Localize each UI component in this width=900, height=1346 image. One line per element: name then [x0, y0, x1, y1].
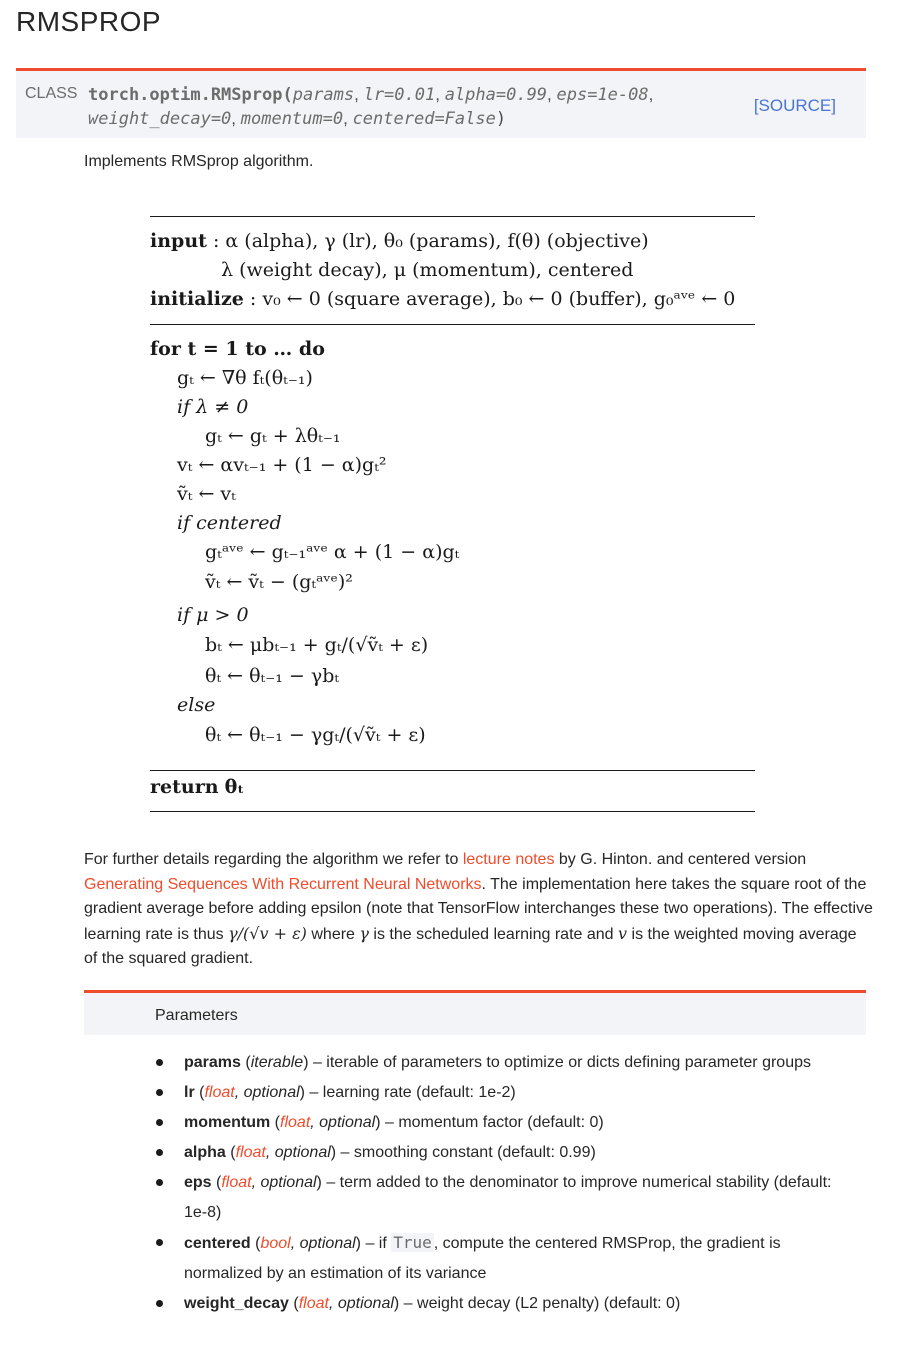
bullet-icon — [156, 1239, 163, 1246]
algo-step: ṽₜ ← ṽₜ − (gₜᵃᵛᵉ)² — [205, 571, 353, 593]
arg-params: params — [292, 85, 355, 105]
parameter-item: weight_decay (float, optional) – weight decay (L2 penalty) (default: 0) — [150, 1289, 850, 1319]
class-signature — [16, 68, 866, 138]
rule-mid — [150, 324, 755, 325]
param-type-link[interactable]: float — [235, 1144, 266, 1161]
bullet-icon — [156, 1119, 163, 1126]
arg-weight-decay: weight_decay=0 — [88, 109, 232, 129]
param-type-link[interactable]: float — [280, 1114, 311, 1131]
bullet-icon — [156, 1179, 163, 1186]
algo-step: if centered — [177, 512, 282, 534]
algo-initialize: initialize : v₀ ← 0 (square average), b₀ ← 0 (buffer), g₀ᵃᵛᵉ ← 0 — [150, 288, 736, 310]
param-type-link[interactable]: float — [204, 1084, 235, 1101]
param-type-link[interactable]: bool — [260, 1235, 291, 1252]
rule-bottom — [150, 811, 755, 812]
class-label: CLASS — [25, 85, 78, 102]
details-paragraph: For further details regarding the algorithm we refer to lecture notes by G. Hinton. and centered version Generating Sequences With Recurrent Neural Networks. The implementation here takes the square root of the gradient average before adding epsilon (note that TensorFlow interchanges these two operations). The effective learning rate is thus γ/(√v + ε) where γ is the scheduled learning rate and v is the weighted moving average of the squared gradient. — [84, 851, 873, 967]
algo-step: ṽₜ ← vₜ — [177, 483, 236, 505]
algo-step: gₜ ← gₜ + λθₜ₋₁ — [205, 425, 341, 447]
bullet-icon — [156, 1089, 163, 1096]
effective-lr-formula: γ/(√v + ε) — [228, 923, 307, 943]
algo-step: gₜ ← ∇θ fₜ(θₜ₋₁) — [177, 367, 313, 389]
source-link[interactable]: [SOURCE] — [753, 96, 836, 115]
rule-return-top — [150, 770, 755, 771]
algo-step: if μ > 0 — [177, 604, 249, 626]
algo-step: else — [177, 694, 216, 716]
algo-input-2: λ (weight decay), μ (momentum), centered — [221, 259, 634, 281]
parameter-item: lr (float, optional) – learning rate (default: 1e-2) — [150, 1078, 850, 1108]
lecture-notes-link[interactable]: lecture notes — [462, 851, 555, 868]
description: Implements RMSprop algorithm. — [84, 153, 314, 170]
class-name: torch.optim.RMSprop( — [88, 85, 293, 105]
algo-step: bₜ ← μbₜ₋₁ + gₜ/(√ṽₜ + ε) — [205, 634, 429, 656]
algo-step: θₜ ← θₜ₋₁ − γbₜ — [205, 665, 340, 687]
arg-eps: eps=1e-08 — [556, 85, 649, 105]
param-type-link[interactable]: float — [298, 1295, 329, 1312]
bullet-icon — [156, 1059, 163, 1066]
bullet-icon — [156, 1149, 163, 1156]
parameters-header — [84, 990, 866, 1035]
parameter-item: momentum (float, optional) – momentum factor (default: 0) — [150, 1108, 850, 1138]
parameter-item: params (iterable) – iterable of parameters to optimize or dicts defining parameter groups — [150, 1048, 850, 1078]
page-title: RMSPROP — [16, 6, 162, 37]
algo-input: input : α (alpha), γ (lr), θ₀ (params), f(θ) (objective) — [150, 230, 649, 252]
parameter-item: centered (bool, optional) – if True , compute the centered RMSProp, the gradient is normalized by an estimation of its variance — [150, 1228, 850, 1289]
signature-code: torch.optim.RMSprop(params, lr=0.01, alpha=0.99, eps=1e-08, weight_decay=0, momentum=0, centered=False) — [88, 85, 654, 129]
algo-step: θₜ ← θₜ₋₁ − γgₜ/(√ṽₜ + ε) — [205, 724, 426, 746]
arg-alpha: alpha=0.99 — [444, 85, 548, 105]
algo-step: if λ ≠ 0 — [177, 396, 249, 418]
algo-step: vₜ ← αvₜ₋₁ + (1 − α)gₜ² — [177, 454, 387, 476]
parameter-item: alpha (float, optional) – smoothing constant (default: 0.99) — [150, 1138, 850, 1168]
generating-sequences-link[interactable]: Generating Sequences With Recurrent Neural Networks — [84, 875, 482, 893]
arg-lr: lr=0.01 — [363, 85, 436, 105]
param-type-link[interactable]: float — [221, 1174, 252, 1191]
arg-centered: centered=False — [352, 109, 496, 129]
algo-for: for t = 1 to … do — [150, 338, 325, 360]
parameter-item: eps (float, optional) – term added to the denominator to improve numerical stability (default: 1e-8) — [150, 1168, 850, 1228]
parameters-heading: Parameters — [155, 1007, 238, 1024]
parameter-list — [150, 1048, 850, 1319]
bullet-icon — [156, 1300, 163, 1307]
arg-momentum: momentum=0 — [240, 109, 344, 129]
rule-top — [150, 216, 755, 217]
algo-step: gₜᵃᵛᵉ ← gₜ₋₁ᵃᵛᵉ α + (1 − α)gₜ — [205, 541, 460, 563]
code-literal: True — [393, 1233, 432, 1252]
param-type: iterable — [250, 1054, 304, 1071]
algo-return: return θₜ — [150, 776, 245, 798]
